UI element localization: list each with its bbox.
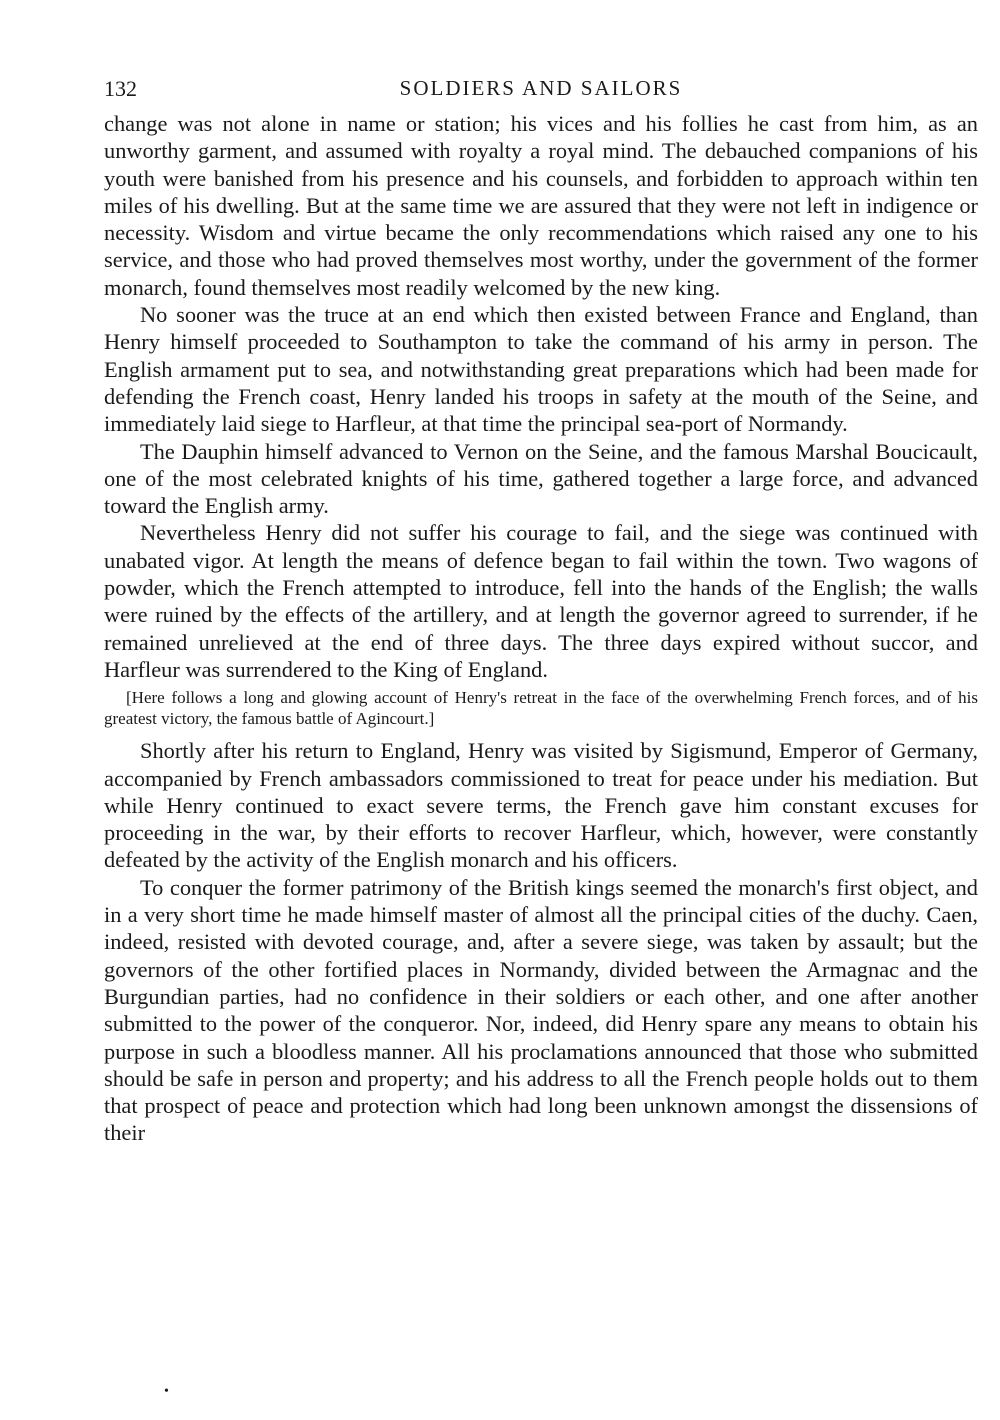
paragraph-sigismund: Shortly after his return to England, Henry was visited by Sigismund, Emperor of Germany, accompanied by French ambassadors commissioned to treat for peace under his mediation. But while Henry continued to exact severe terms, the French gave him constant excuses for proceeding in the war, by their efforts to recover Harfleur, which, however, were constantly defeated by the activity of the English monarch and his officers. bbox=[104, 738, 978, 873]
paragraph-conquest: To conquer the former patrimony of the British kings seemed the monarch's first object, and in a very short time he made himself master of almost all the principal cities of the duchy. Caen, indeed, resisted with devoted courage, and, after a severe siege, was taken by assault; but the governors of the other fortified places in Normandy, divided between the Armagnac and the Burgundian parties, had no confidence in their soldiers or each other, and one after another submitted to the power of the conqueror. Nor, indeed, did Henry spare any means to obtain his purpose in such a bloodless manner. All his proclamations announced that those who submitted should be safe in person and property; and his address to all the French people holds out to them that prospect of peace and protection which had long been unknown amongst the dissensions of their bbox=[104, 874, 978, 1146]
paragraph-continuation: change was not alone in name or station; his vices and his follies he cast from him, as an unworthy garment, and assumed with royalty a royal mind. The debauched companions of his youth were banished from his presence and his counsels, and forbidden to approach within ten miles of his dwelling. But at the same time we are assured that they were not left in indigence or necessity. Wisdom and virtue became the only recommendations which raised any one to his service, and those who had proved themselves most worthy, under the government of the former monarch, found themselves most readily welcomed by the new king. bbox=[104, 111, 978, 300]
page-number: 132 bbox=[104, 76, 137, 101]
editor-note: [Here follows a long and glowing account of Henry's retreat in the face of the overwhelming French forces, and of his greatest victory, the famous battle of Agincourt.] bbox=[104, 688, 978, 729]
paragraph-siege: Nevertheless Henry did not suffer his courage to fail, and the siege was continued with unabated vigor. At length the means of defence began to fail within the town. Two wagons of powder, which the French attempted to introduce, fell into the hands of the English; the walls were ruined by the effects of the artillery, and at length the governor agreed to surrender, if he remained unrelieved at the end of three days. The three days expired without succor, and Harfleur was surrendered to the King of England. bbox=[104, 520, 978, 682]
body-text bbox=[104, 110, 978, 1147]
paragraph-truce: No sooner was the truce at an end which then existed between France and England, than Henry himself proceeded to Southampton to take the command of his army in person. The English armament put to sea, and notwithstanding great preparations which had been made for defending the French coast, Henry landed his troops in safety at the mouth of the Seine, and immediately laid siege to Harfleur, at that time the principal sea-port of Normandy. bbox=[104, 302, 978, 437]
book-page bbox=[104, 70, 978, 1147]
footer-mark: • bbox=[164, 1384, 169, 1399]
running-title: SOLDIERS AND SAILORS bbox=[399, 76, 683, 100]
paragraph-dauphin: The Dauphin himself advanced to Vernon on the Seine, and the famous Marshal Boucicault, one of the most celebrated knights of his time, gathered together a large force, and advanced toward the English army. bbox=[104, 438, 978, 519]
running-head bbox=[104, 70, 978, 110]
